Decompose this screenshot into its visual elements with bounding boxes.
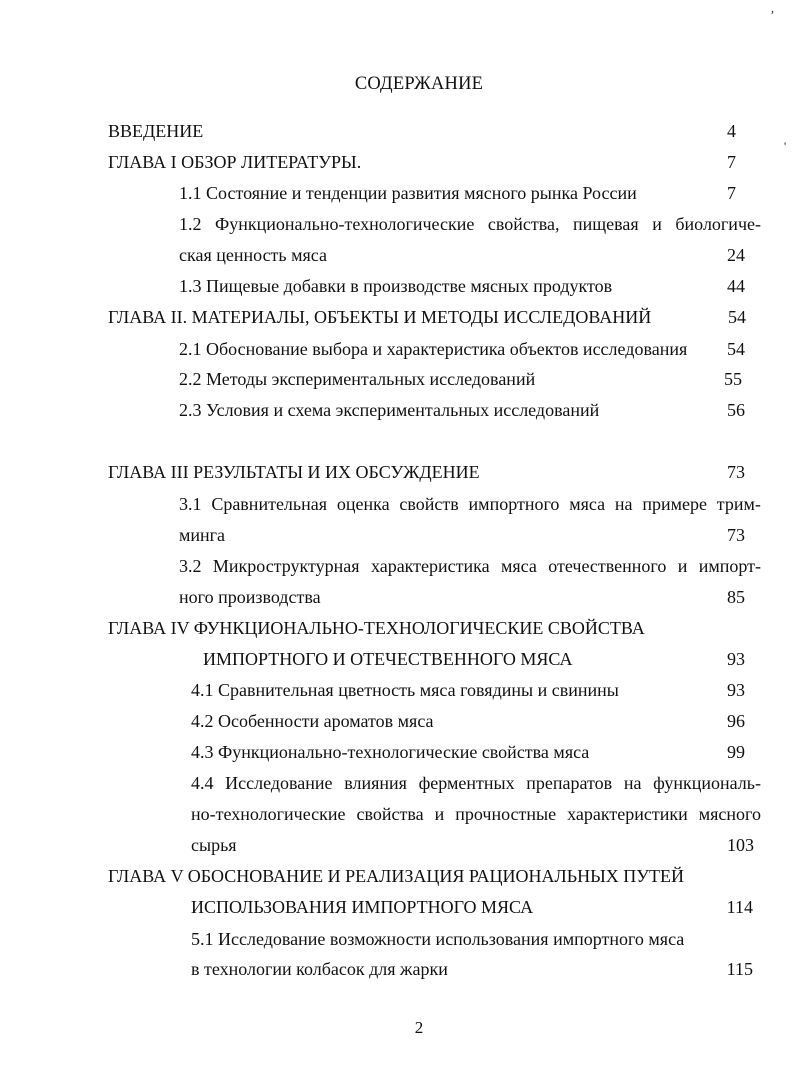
word: функциональ- — [653, 773, 761, 793]
toc-entry-4-4-line2 — [191, 802, 761, 826]
word: примере — [642, 494, 707, 514]
word: мяса — [500, 556, 537, 576]
toc-entry-4-3: 4.3 Функционально-технологические свойства мяса — [191, 742, 590, 762]
toc-page-5-1: 115 — [726, 959, 753, 979]
word: импортного — [468, 494, 560, 514]
word: трим- — [716, 494, 761, 514]
toc-page-chapter-3: 73 — [727, 462, 745, 482]
word: свойства — [356, 804, 424, 824]
word: 3.1 — [179, 494, 202, 514]
toc-entry-3-1-line2: минга — [179, 525, 226, 545]
toc-entry-4-2: 4.2 Особенности ароматов мяса — [191, 711, 434, 731]
toc-entry-1-2-line1 — [179, 212, 761, 236]
page-title: СОДЕРЖАНИЕ — [354, 74, 484, 94]
toc-page-intro: 4 — [727, 121, 736, 141]
word: на — [623, 773, 642, 793]
toc-page-4-4: 103 — [727, 835, 754, 855]
word: на — [614, 494, 633, 514]
toc-page-4-1: 93 — [727, 680, 745, 700]
word: оценка — [336, 494, 390, 514]
word: 3.2 — [179, 556, 202, 576]
word: но-технологические — [191, 804, 346, 824]
word: характеристики — [567, 804, 688, 824]
word: и — [677, 556, 688, 576]
word: влияния — [344, 773, 407, 793]
toc-entry-5-1-line1: 5.1 Исследование возможности использования импортного мяса — [191, 929, 685, 949]
toc-entry-4-4-line3: сырья — [191, 835, 237, 855]
page-number: 2 — [414, 1018, 424, 1037]
toc-page-2-3: 56 — [727, 400, 745, 420]
word: биологиче- — [675, 214, 761, 234]
toc-entry-3-2-line2: ного производства — [179, 587, 321, 607]
toc-page-3-1: 73 — [727, 525, 745, 545]
toc-entry-chapter-5-line2: ИСПОЛЬЗОВАНИЯ ИМПОРТНОГО МЯСА — [191, 897, 534, 917]
word: характеристика — [370, 556, 490, 576]
word: прочностные — [455, 804, 557, 824]
toc-entry-chapter-3: ГЛАВА III РЕЗУЛЬТАТЫ И ИХ ОБСУЖДЕНИЕ — [108, 462, 480, 482]
toc-entry-1-1: 1.1 Состояние и тенденции развития мясного рынка России — [179, 183, 637, 203]
toc-page-chapter-5: 114 — [726, 897, 753, 917]
word: и — [434, 804, 445, 824]
word: 1.2 — [179, 214, 202, 234]
word: Исследование — [225, 773, 333, 793]
word: отечественного — [548, 556, 667, 576]
toc-page-chapter-4: 93 — [727, 649, 745, 669]
toc-entry-3-1-line1 — [179, 492, 761, 516]
word: Сравнительная — [211, 494, 328, 514]
word: импорт- — [698, 556, 761, 576]
toc-entry-4-4-line1 — [191, 771, 761, 795]
word: и — [652, 214, 662, 234]
scan-mark: ' — [784, 139, 787, 153]
toc-entry-intro: ВВЕДЕНИЕ — [108, 121, 204, 141]
word: препаратов — [526, 773, 613, 793]
toc-page-1-3: 44 — [727, 276, 745, 296]
toc-entry-chapter-4-line2: ИМПОРТНОГО И ОТЕЧЕСТВЕННОГО МЯСА — [203, 649, 573, 669]
word: ферментных — [418, 773, 515, 793]
toc-entry-1-3: 1.3 Пищевые добавки в производстве мясных продуктов — [179, 276, 613, 296]
toc-entry-1-2-line2: ская ценность мяса — [179, 245, 327, 265]
toc-page-chapter-1: 7 — [727, 152, 736, 172]
word: свойств — [399, 494, 459, 514]
toc-page-1-2: 24 — [727, 245, 745, 265]
scan-mark: , — [771, 1, 774, 15]
toc-entry-chapter-2: ГЛАВА II. МАТЕРИАЛЫ, ОБЪЕКТЫ И МЕТОДЫ ИССЛЕДОВАНИЙ — [108, 307, 652, 327]
toc-entry-2-3: 2.3 Условия и схема экспериментальных исследований — [179, 400, 600, 420]
toc-entry-2-2: 2.2 Методы экспериментальных исследований — [179, 369, 536, 389]
word: свойства, — [487, 214, 560, 234]
word: 4.4 — [191, 773, 214, 793]
toc-page-chapter-2: 54 — [728, 307, 746, 327]
toc-page-4-2: 96 — [727, 711, 745, 731]
toc-entry-5-1-line2: в технологии колбасок для жарки — [191, 959, 448, 979]
toc-entry-chapter-1: ГЛАВА I ОБЗОР ЛИТЕРАТУРЫ. — [108, 152, 362, 172]
toc-entry-4-1: 4.1 Сравнительная цветность мяса говядины и свинины — [191, 680, 619, 700]
toc-entry-chapter-5-line1: ГЛАВА V ОБОСНОВАНИЕ И РЕАЛИЗАЦИЯ РАЦИОНАЛЬНЫХ ПУТЕЙ — [108, 866, 685, 886]
toc-entry-3-2-line1 — [179, 554, 761, 578]
toc-entry-2-1: 2.1 Обоснование выбора и характеристика объектов исследования — [179, 339, 688, 359]
toc-page-3-2: 85 — [727, 587, 745, 607]
word: пищевая — [573, 214, 639, 234]
toc-page-2-1: 54 — [727, 339, 745, 359]
word: мясного — [698, 804, 761, 824]
toc-page-2-2: 55 — [724, 369, 742, 389]
word: мяса — [569, 494, 606, 514]
toc-entry-chapter-4-line1: ГЛАВА IV ФУНКЦИОНАЛЬНО-ТЕХНОЛОГИЧЕСКИЕ СВОЙСТВА — [108, 618, 645, 638]
word: Функционально-технологические — [215, 214, 475, 234]
toc-page-4-3: 99 — [727, 742, 745, 762]
toc-page-1-1: 7 — [727, 183, 736, 203]
word: Микроструктурная — [212, 556, 360, 576]
